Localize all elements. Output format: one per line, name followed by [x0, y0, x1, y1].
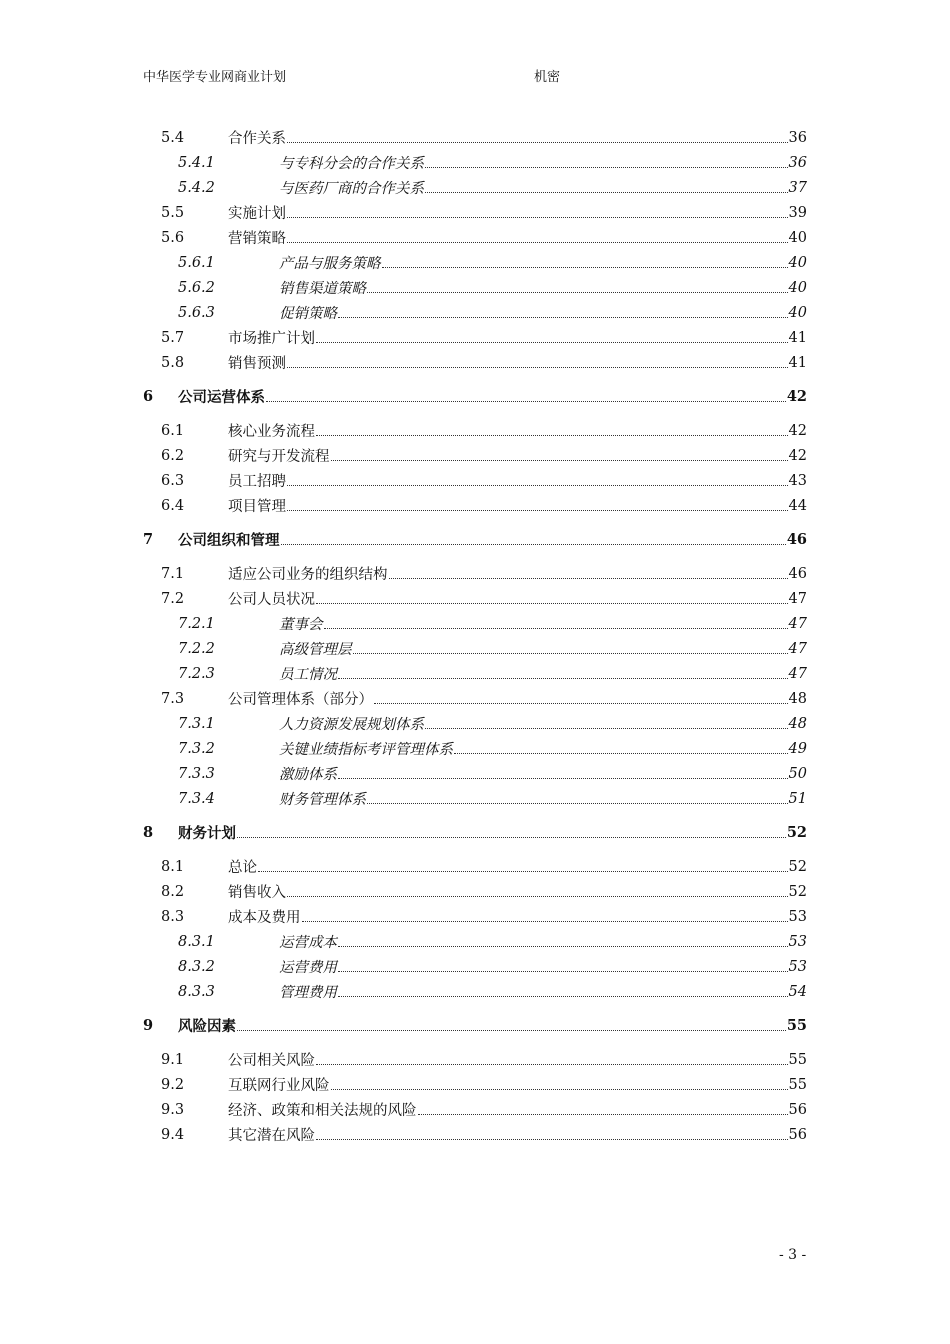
toc-entry-number: 7.3.4	[178, 790, 215, 807]
toc-entry-page: 51	[788, 790, 807, 807]
toc-entry[interactable]	[143, 275, 807, 300]
toc-entry-number: 8.1	[161, 858, 185, 875]
toc-leader-dots	[418, 1114, 788, 1115]
toc-leader-dots	[353, 653, 788, 654]
toc-entry-page: 36	[788, 129, 807, 146]
toc-leader-dots	[287, 896, 788, 897]
toc-leader-dots	[316, 435, 788, 436]
toc-entry-page: 48	[788, 715, 807, 732]
toc-leader-dots	[389, 578, 788, 579]
toc-entry-number: 9.2	[161, 1076, 185, 1093]
toc-entry-page: 42	[788, 422, 807, 439]
toc-entry-page: 56	[788, 1101, 807, 1118]
toc-entry[interactable]	[143, 636, 807, 661]
toc-entry[interactable]	[143, 786, 807, 811]
toc-entry-page: 50	[788, 765, 807, 782]
toc-leader-dots	[287, 485, 788, 486]
toc-entry-page: 55	[788, 1076, 807, 1093]
toc-entry-title: 董事会	[279, 617, 323, 633]
toc-entry-number: 5.5	[161, 204, 185, 221]
toc-entry-title: 风险因素	[178, 1018, 236, 1035]
toc-entry-number: 5.4	[161, 129, 185, 146]
toc-entry-title: 人力资源发展规划体系	[279, 717, 424, 733]
toc-entry[interactable]	[143, 1072, 807, 1097]
toc-entry-title: 高级管理层	[279, 642, 352, 658]
toc-entry-title: 销售收入	[228, 885, 286, 901]
toc-entry-number: 6.4	[161, 497, 185, 514]
toc-entry-title: 公司相关风险	[228, 1053, 315, 1069]
toc-leader-dots	[331, 1089, 788, 1090]
toc-entry[interactable]	[143, 854, 807, 879]
toc-entry-number: 7.2.3	[178, 665, 215, 682]
toc-entry[interactable]	[143, 979, 807, 1004]
toc-entry-number: 5.6.2	[178, 279, 215, 296]
toc-entry[interactable]	[143, 661, 807, 686]
toc-entry-title: 总论	[228, 860, 257, 876]
toc-entry-title: 核心业务流程	[228, 424, 315, 440]
toc-entry-page: 54	[788, 983, 807, 1000]
toc-entry[interactable]	[143, 686, 807, 711]
toc-entry-number: 5.7	[161, 329, 185, 346]
toc-entry-page: 41	[788, 329, 807, 346]
toc-entry-page: 48	[788, 690, 807, 707]
toc-leader-dots	[338, 971, 788, 972]
toc-entry-number: 7.3.3	[178, 765, 215, 782]
toc-entry-title: 与医药厂商的合作关系	[279, 181, 424, 197]
toc-leader-dots	[287, 510, 788, 511]
toc-entry-page: 46	[786, 531, 807, 548]
toc-leader-dots	[316, 603, 788, 604]
toc-leader-dots	[266, 401, 786, 402]
toc-entry[interactable]	[143, 761, 807, 786]
toc-entry-page: 44	[788, 497, 807, 514]
toc-entry-number: 7.2	[161, 590, 185, 607]
header-document-title: 中华医学专业网商业计划	[143, 70, 287, 85]
toc-leader-dots	[454, 753, 788, 754]
toc-entry-page: 52	[788, 858, 807, 875]
toc-entry[interactable]	[143, 711, 807, 736]
toc-entry-page: 47	[788, 615, 807, 632]
toc-leader-dots	[367, 292, 788, 293]
toc-entry[interactable]	[143, 493, 807, 518]
toc-entry-number: 5.6	[161, 229, 185, 246]
toc-entry-number: 7.1	[161, 565, 185, 582]
toc-entry-page: 43	[788, 472, 807, 489]
toc-entry-number: 8.2	[161, 883, 185, 900]
toc-entry-title: 关键业绩指标考评管理体系	[279, 742, 453, 758]
toc-entry-title: 市场推广计划	[228, 331, 315, 347]
toc-entry-title: 公司组织和管理	[178, 532, 280, 549]
toc-entry[interactable]	[143, 384, 807, 409]
toc-entry-number: 5.4.1	[178, 154, 215, 171]
toc-entry[interactable]	[143, 1097, 807, 1122]
toc-leader-dots	[338, 778, 788, 779]
toc-leader-dots	[258, 871, 788, 872]
toc-entry-page: 53	[788, 958, 807, 975]
toc-entry[interactable]	[143, 125, 807, 150]
toc-leader-dots	[316, 1139, 788, 1140]
toc-entry-page: 47	[788, 640, 807, 657]
toc-entry-title: 财务计划	[178, 825, 236, 842]
toc-entry-number: 5.4.2	[178, 179, 215, 196]
toc-entry-title: 员工情况	[279, 667, 337, 683]
toc-entry-number: 7.3	[161, 690, 185, 707]
toc-entry-number: 8.3.3	[178, 983, 215, 1000]
toc-leader-dots	[425, 192, 788, 193]
toc-entry-number: 5.6.1	[178, 254, 215, 271]
toc-entry-number: 6.3	[161, 472, 185, 489]
toc-leader-dots	[338, 946, 788, 947]
toc-entry-title: 促销策略	[279, 306, 337, 322]
toc-entry-title: 公司人员状况	[228, 592, 315, 608]
toc-entry-number: 6.2	[161, 447, 185, 464]
header-confidential-label: 机密	[534, 70, 561, 85]
toc-leader-dots	[425, 167, 788, 168]
toc-entry[interactable]	[143, 929, 807, 954]
toc-entry-title: 财务管理体系	[279, 792, 366, 808]
toc-entry-number: 7.2.1	[178, 615, 215, 632]
toc-entry-page: 52	[786, 824, 807, 841]
toc-entry[interactable]	[143, 527, 807, 552]
toc-entry-page: 55	[786, 1017, 807, 1034]
toc-entry-title: 激励体系	[279, 767, 337, 783]
toc-entry[interactable]	[143, 350, 807, 375]
toc-entry[interactable]	[143, 225, 807, 250]
toc-entry-number: 7.2.2	[178, 640, 215, 657]
toc-entry-number: 7.3.2	[178, 740, 215, 757]
toc-entry[interactable]	[143, 250, 807, 275]
toc-entry-title: 合作关系	[228, 131, 286, 147]
toc-entry[interactable]	[143, 736, 807, 761]
toc-entry[interactable]	[143, 150, 807, 175]
toc-entry-number: 8.3.2	[178, 958, 215, 975]
toc-entry[interactable]	[143, 300, 807, 325]
toc-leader-dots	[367, 803, 788, 804]
toc-entry-title: 公司管理体系（部分）	[228, 692, 373, 708]
toc-entry-title: 运营费用	[279, 960, 337, 976]
toc-entry-page: 49	[788, 740, 807, 757]
toc-leader-dots	[374, 703, 788, 704]
toc-leader-dots	[382, 267, 788, 268]
toc-entry-page: 47	[788, 665, 807, 682]
toc-entry-title: 公司运营体系	[178, 389, 265, 406]
toc-entry-page: 46	[788, 565, 807, 582]
toc-entry[interactable]	[143, 443, 807, 468]
toc-entry-title: 经济、政策和相关法规的风险	[228, 1103, 417, 1119]
toc-entry-title: 运营成本	[279, 935, 337, 951]
toc-entry-page: 40	[788, 229, 807, 246]
toc-entry-number: 8.3.1	[178, 933, 215, 950]
toc-entry-number: 9.3	[161, 1101, 185, 1118]
toc-entry-page: 55	[788, 1051, 807, 1068]
toc-leader-dots	[425, 728, 788, 729]
toc-leader-dots	[316, 342, 788, 343]
toc-entry[interactable]	[143, 561, 807, 586]
toc-entry-number: 9.4	[161, 1126, 185, 1143]
toc-entry-number: 7	[143, 531, 154, 548]
toc-entry-title: 管理费用	[279, 985, 337, 1001]
toc-entry-title: 互联网行业风险	[228, 1078, 330, 1094]
toc-entry-title: 适应公司业务的组织结构	[228, 567, 388, 583]
toc-entry-title: 项目管理	[228, 499, 286, 515]
toc-entry-title: 成本及费用	[228, 910, 301, 926]
toc-entry-number: 8	[143, 824, 154, 841]
toc-entry-number: 5.6.3	[178, 304, 215, 321]
toc-entry-number: 6.1	[161, 422, 185, 439]
toc-entry-number: 9.1	[161, 1051, 185, 1068]
toc-entry-title: 研究与开发流程	[228, 449, 330, 465]
toc-entry-page: 40	[788, 279, 807, 296]
toc-entry[interactable]	[143, 1122, 807, 1147]
toc-entry-number: 5.8	[161, 354, 185, 371]
toc-entry-page: 41	[788, 354, 807, 371]
toc-entry[interactable]	[143, 820, 807, 845]
toc-entry-page: 47	[788, 590, 807, 607]
toc-leader-dots	[287, 242, 788, 243]
toc-entry-title: 销售渠道策略	[279, 281, 366, 297]
toc-leader-dots	[338, 678, 788, 679]
toc-entry-page: 39	[788, 204, 807, 221]
toc-leader-dots	[237, 837, 786, 838]
toc-entry-number: 8.3	[161, 908, 185, 925]
toc-leader-dots	[281, 544, 786, 545]
toc-entry[interactable]	[143, 468, 807, 493]
toc-entry-page: 40	[788, 304, 807, 321]
toc-leader-dots	[287, 217, 788, 218]
page-number: - 3 -	[779, 1247, 807, 1263]
toc-entry[interactable]	[143, 1047, 807, 1072]
toc-entry-title: 产品与服务策略	[279, 256, 381, 272]
toc-leader-dots	[324, 628, 788, 629]
toc-entry-page: 40	[788, 254, 807, 271]
toc-entry-page: 56	[788, 1126, 807, 1143]
toc-entry[interactable]	[143, 200, 807, 225]
toc-entry-page: 42	[786, 388, 807, 405]
toc-entry-title: 销售预测	[228, 356, 286, 372]
toc-entry-title: 其它潜在风险	[228, 1128, 315, 1144]
toc-entry-page: 53	[788, 933, 807, 950]
toc-entry-page: 36	[788, 154, 807, 171]
toc-entry-number: 7.3.1	[178, 715, 215, 732]
toc-entry-number: 6	[143, 388, 154, 405]
toc-entry-title: 与专科分会的合作关系	[279, 156, 424, 172]
toc-entry-page: 52	[788, 883, 807, 900]
toc-entry[interactable]	[143, 586, 807, 611]
toc-leader-dots	[302, 921, 788, 922]
toc-leader-dots	[287, 142, 788, 143]
toc-entry-number: 9	[143, 1017, 154, 1034]
toc-entry[interactable]	[143, 418, 807, 443]
toc-leader-dots	[338, 317, 788, 318]
toc-entry[interactable]	[143, 904, 807, 929]
toc-entry-title: 员工招聘	[228, 474, 286, 490]
toc-leader-dots	[237, 1030, 786, 1031]
toc-entry[interactable]	[143, 879, 807, 904]
toc-leader-dots	[316, 1064, 788, 1065]
toc-entry[interactable]	[143, 325, 807, 350]
toc-entry[interactable]	[143, 1013, 807, 1038]
toc-entry-title: 营销策略	[228, 231, 286, 247]
toc-entry[interactable]	[143, 175, 807, 200]
toc-entry-title: 实施计划	[228, 206, 286, 222]
toc-entry-page: 37	[788, 179, 807, 196]
table-of-contents	[143, 125, 807, 1147]
toc-entry-page: 53	[788, 908, 807, 925]
toc-leader-dots	[287, 367, 788, 368]
toc-entry[interactable]	[143, 954, 807, 979]
toc-entry[interactable]	[143, 611, 807, 636]
toc-leader-dots	[331, 460, 788, 461]
toc-leader-dots	[338, 996, 788, 997]
toc-entry-page: 42	[788, 447, 807, 464]
